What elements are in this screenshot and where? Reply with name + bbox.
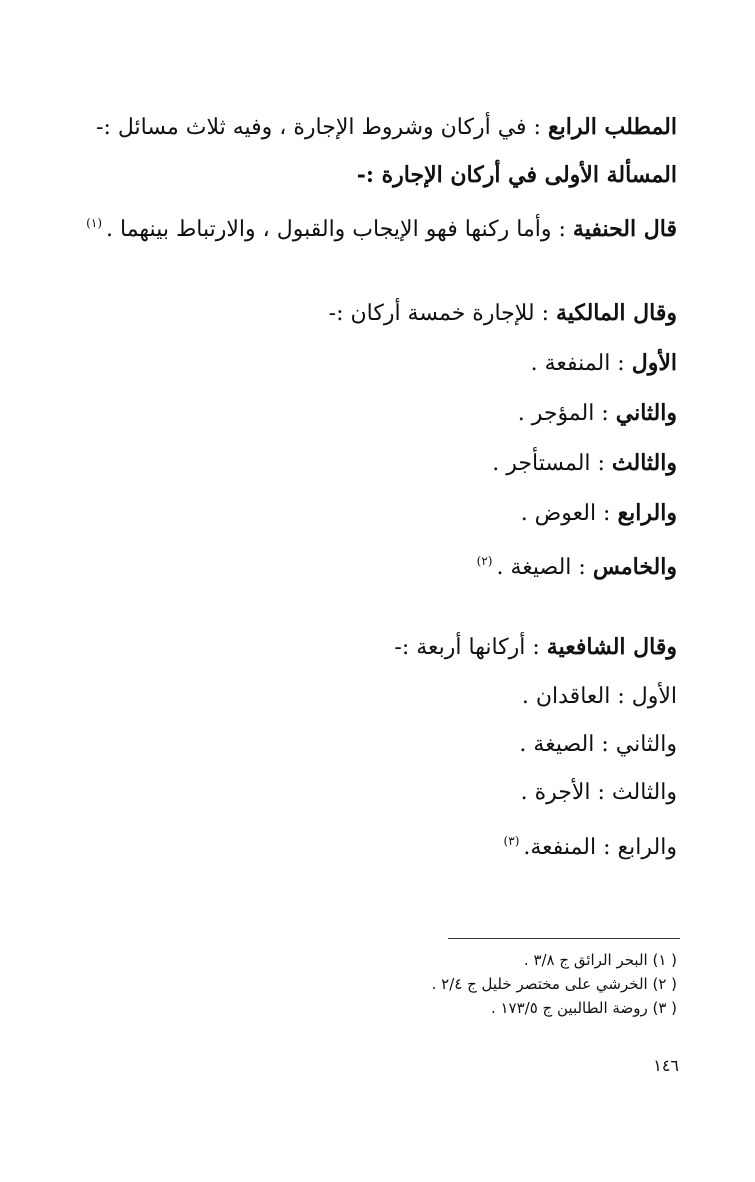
footnote-ref-3: (٣) bbox=[503, 834, 520, 848]
section-heading bbox=[96, 112, 677, 143]
maliki-item-text: : العوض . bbox=[520, 501, 618, 526]
footnote-divider bbox=[448, 938, 680, 939]
footnote-ref-1: (١) bbox=[86, 216, 102, 230]
maliki-label: وقال المالكية bbox=[555, 300, 677, 326]
maliki-item-label: والرابع bbox=[617, 500, 677, 526]
maliki-item-text: : الصيغة . bbox=[496, 555, 593, 580]
section-heading-text: : في أركان وشروط الإجارة ، وفيه ثلاث مسائل :- bbox=[96, 115, 548, 140]
maliki-item bbox=[518, 398, 677, 429]
maliki-item-label: والخامس bbox=[592, 554, 677, 580]
hanafi-text: : وأما ركنها فهو الإيجاب والقبول ، والارتباط بينهما . bbox=[106, 217, 573, 242]
maliki-item-label: الأول bbox=[631, 350, 677, 376]
shafii-label: وقال الشافعية bbox=[546, 634, 677, 660]
maliki-item bbox=[531, 348, 677, 379]
footnote-1: ( ١) البحر الرائق ج ٣/٨ . bbox=[523, 951, 677, 969]
shafii-item: والثاني : الصيغة . bbox=[519, 732, 677, 757]
maliki-intro bbox=[329, 298, 677, 329]
maliki-item bbox=[521, 498, 677, 529]
footnote-ref-2: (٢) bbox=[476, 554, 493, 568]
maliki-item-label: والثالث bbox=[611, 450, 677, 476]
shafii-intro-text: : أركانها أربعة :- bbox=[394, 635, 547, 660]
page-number: ١٤٦ bbox=[653, 1056, 679, 1075]
shafii-item: والثالث : الأجرة . bbox=[520, 780, 677, 805]
shafii-intro bbox=[394, 632, 677, 663]
footnote-2: ( ٢) الخرشي على مختصر خليل ج ٢/٤ . bbox=[431, 975, 677, 993]
hanafi-paragraph bbox=[86, 208, 677, 245]
section-heading-label: المطلب الرابع bbox=[547, 114, 677, 140]
shafii-item-text: والرابع : المنفعة. bbox=[523, 835, 677, 860]
maliki-item-text: : المستأجر . bbox=[492, 451, 612, 476]
shafii-item bbox=[504, 826, 677, 863]
footnote-3: ( ٣) روضة الطالبين ج ١٧٣/٥ . bbox=[490, 999, 677, 1017]
maliki-item-text: : المؤجر . bbox=[517, 401, 616, 426]
hanafi-label: قال الحنفية bbox=[572, 216, 677, 242]
issue-heading: المسألة الأولى في أركان الإجارة :- bbox=[356, 162, 677, 188]
maliki-item bbox=[492, 448, 677, 479]
maliki-item-text: : المنفعة . bbox=[530, 351, 632, 376]
shafii-item: الأول : العاقدان . bbox=[521, 684, 677, 709]
maliki-intro-text: : للإجارة خمسة أركان :- bbox=[328, 301, 556, 326]
maliki-item-label: والثاني bbox=[615, 400, 677, 426]
maliki-item bbox=[477, 546, 677, 583]
